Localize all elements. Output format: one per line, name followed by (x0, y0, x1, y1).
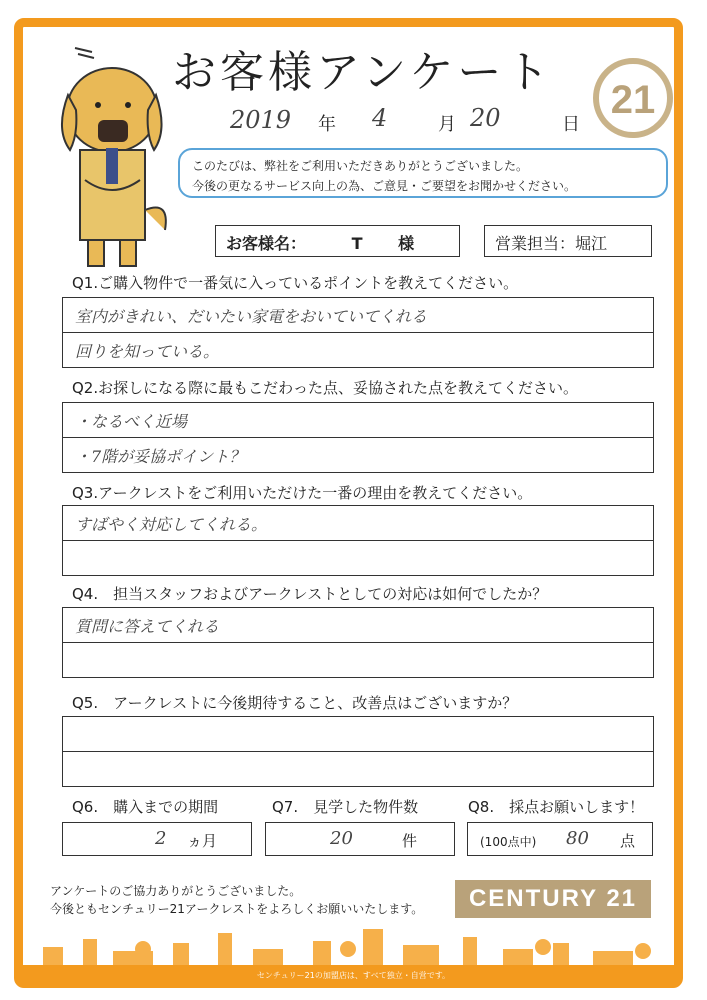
date-day-value: 20 (470, 104, 501, 132)
franchise-disclaimer: センチュリー21の加盟店は、すべて独立・自営です。 (256, 971, 451, 980)
customer-honorific: 様 (398, 234, 415, 253)
date-year-value: 2019 (230, 106, 292, 134)
q1-answer-line-2[interactable]: 回りを知っている。 (62, 332, 654, 368)
q8-value: 80 (566, 828, 589, 849)
q2-answer-line-2[interactable]: ・7階が妥協ポイント？ (62, 437, 654, 473)
q3-label: Q3.アークレストをご利用いただけた一番の理由を教えてください。 (72, 484, 533, 502)
q5-label: Q5. アークレストに今後期待すること、改善点はございますか？ (72, 694, 518, 712)
q2-label: Q2.お探しになる際に最もこだわった点、妥協された点を教えてください。 (72, 379, 578, 397)
footer-line-2: 今後ともセンチュリー21アークレストをよろしくお願いいたします。 (50, 902, 424, 916)
logo-number: 21 (610, 78, 656, 122)
q4-answer-line-2[interactable] (62, 642, 654, 678)
q8-answer-box[interactable] (467, 822, 653, 856)
q3-answer-line-1[interactable]: すばやく対応してくれる。 (62, 505, 654, 541)
century21-logo (590, 55, 676, 141)
q5-answer-line-1[interactable] (62, 716, 654, 752)
date-day-label: 日 (562, 114, 580, 135)
q1-answer-line-1[interactable]: 室内がきれい、だいたい家電をおいていてくれる (62, 297, 654, 333)
footer-thanks (50, 882, 423, 918)
q7-label: Q7. 見学した物件数 (272, 798, 419, 816)
q7-value: 20 (330, 828, 353, 849)
q6-label: Q6. 購入までの期間 (72, 798, 219, 816)
customer-label: お客様名： (226, 234, 307, 253)
q7-unit: 件 (402, 832, 418, 850)
q8-prefix: (100点中) (480, 835, 537, 849)
date-month-label: 月 (438, 114, 456, 135)
date-year-label: 年 (318, 114, 336, 135)
sales-rep-box (484, 225, 652, 257)
page-title: お客様アンケート (172, 47, 554, 98)
q7-answer-box[interactable] (265, 822, 455, 856)
greeting-line-2: 今後の更なるサービス向上の為、ご意見・ご要望をお聞かせください。 (192, 179, 577, 193)
dog-mascot-illustration (40, 40, 180, 270)
q6-answer-box[interactable] (62, 822, 252, 856)
q3-answer-line-2[interactable] (62, 540, 654, 576)
date-month-value: 4 (372, 104, 388, 132)
q2-answer-line-1[interactable]: ・なるべく近場 (62, 402, 654, 438)
q6-unit: ヵ月 (187, 832, 218, 850)
century21-brand-banner: CENTURY 21 (455, 880, 651, 918)
q8-label: Q8. 採点お願いします！ (468, 798, 645, 816)
q4-label: Q4. 担当スタッフおよびアークレストとしての対応は如何でしたか？ (72, 585, 548, 603)
greeting-line-1: このたびは、弊社をご利用いただきありがとうございました。 (192, 159, 529, 173)
sales-rep-label: 営業担当：堀江 (495, 234, 608, 253)
customer-name: T (351, 234, 363, 253)
customer-name-box (215, 225, 460, 257)
greeting-bubble (178, 148, 668, 198)
q5-answer-line-2[interactable] (62, 751, 654, 787)
footer-line-1: アンケートのご協力ありがとうございました。 (50, 884, 302, 898)
q6-value: 2 (155, 828, 167, 849)
q4-answer-line-1[interactable]: 質問に答えてくれる (62, 607, 654, 643)
q8-unit: 点 (620, 832, 636, 850)
q1-label: Q1.ご購入物件で一番気に入っているポイントを教えてください。 (72, 274, 519, 292)
